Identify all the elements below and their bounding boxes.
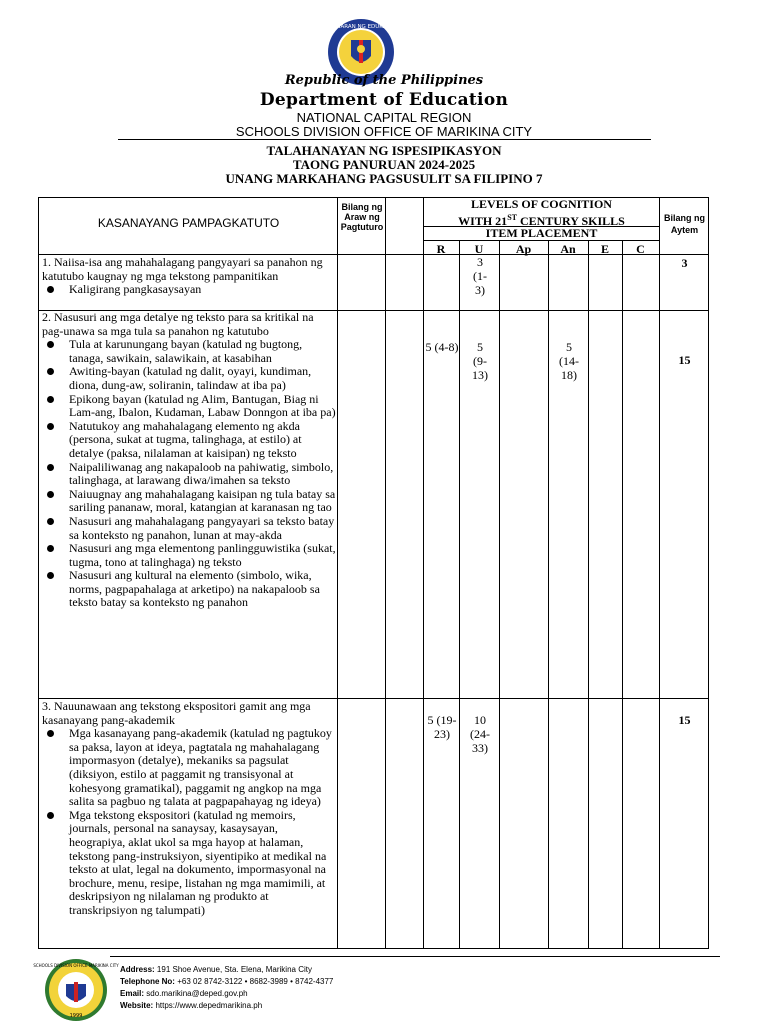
- level-c: C: [636, 242, 645, 256]
- competency-text: 2. Nasusuri ang mga detalye ng teksto para sa kritikal na pag-unawa sa mga tula sa panahon ng katutubo: [42, 310, 314, 338]
- doc-title-2: TAONG PANURUAN 2024-2025: [292, 157, 476, 172]
- col-line: [622, 240, 623, 948]
- website-link[interactable]: https://www.depedmarikina.ph: [155, 1001, 263, 1010]
- bullet-item: Kaligirang pangkasaysayan: [42, 283, 336, 297]
- level-ap: Ap: [515, 242, 532, 256]
- bullet-item: Awiting-bayan (katulad ng dalit, oyayi, kundiman, diona, dung-aw, soliranin, talindaw at iba pa): [42, 365, 336, 392]
- bullet-item: Naipaliliwanag ang nakapaloob na pahiwatig, simbolo, talinghaga, at larawang diwa/imahen sa teksto: [42, 461, 336, 488]
- address-label: Address:: [120, 965, 155, 974]
- email-value[interactable]: sdo.marikina@deped.gov.ph: [146, 989, 248, 998]
- row2-an-cell: 5 (14- 18): [559, 340, 579, 382]
- division-line: SCHOOLS DIVISION OFFICE OF MARIKINA CITY: [235, 124, 533, 139]
- bullet-item: Epikong bayan (katulad ng Alim, Bantugan, Biag ni Lam-ang, Ibalon, Kudaman, Labaw Donngon at iba pa): [42, 393, 336, 420]
- row1-u-cell: 3 (1- 3): [473, 255, 487, 297]
- row3-u-cell: 10 (24- 33): [470, 713, 490, 755]
- item-placement-header: ITEM PLACEMENT: [485, 226, 598, 240]
- row2-items: 15: [678, 353, 691, 367]
- email-label: Email:: [120, 989, 145, 998]
- header-divider: [118, 139, 651, 140]
- footer-email: [120, 988, 248, 999]
- items-header: Bilang ng Aytem: [664, 213, 705, 235]
- competency-text: 3. Nauunawaan ang tekstong ekspositori gamit ang mga kasanayang pang-akademik: [42, 699, 311, 727]
- competency-row-2: [42, 311, 336, 610]
- footer-divider: [110, 956, 720, 957]
- seal-top-text: KAGAWARAN NG EDUKASYON: [320, 24, 402, 30]
- telephone-value: +63 02 8742-3122 • 8682-3989 • 8742-4377: [177, 977, 334, 986]
- republic-line: Republic of the Philippines: [284, 73, 484, 88]
- levels-line1: LEVELS OF COGNITION: [471, 197, 612, 211]
- bullet-item: Mga tekstong ekspositori (katulad ng memoirs, journals, personal na sanaysay, kasaysayan, heograpiya, aklat ukol sa mga hayop at halaman, tekstong pang-instruksiyon, siyentipiko at medikal na teksto at ulat, legal na dokumento, impormasyonal na brochure, menu, resipe, listahan ng mga mamimili, at deskripsiyon ng nilalaman ng produkto at transkripsiyon ng talumpati): [42, 809, 336, 918]
- bullet-item: Naiuugnay ang mahahalagang kaisipan ng tula batay sa sariling pananaw, moral, katangian at karanasan ng tao: [42, 488, 336, 515]
- region-line: NATIONAL CAPITAL REGION: [296, 110, 472, 125]
- levels-line2-sup: ST: [507, 213, 517, 222]
- website-label: Website:: [120, 1001, 154, 1010]
- level-e: E: [600, 242, 609, 256]
- specification-table: [38, 197, 709, 949]
- doc-title-1: TALAHANAYAN NG ISPESIPIKASYON: [266, 143, 502, 158]
- level-an: An: [560, 242, 576, 256]
- bullet-item: Nasusuri ang kultural na elemento (simbolo, wika, norms, pagpapahalaga at arketipo) na nakapaloob sa teksto batay sa konteksto ng panahon: [42, 569, 336, 610]
- sdo-marikina-seal-logo: [33, 958, 119, 1022]
- footer-address: [120, 964, 312, 975]
- bullet-item: Tula at karunungang bayan (katulad ng bugtong, tanaga, sawikain, salawikain, at kasabihan: [42, 338, 336, 365]
- telephone-label: Telephone No:: [120, 977, 175, 986]
- seal-bottom-year: 1999: [69, 1013, 83, 1019]
- competency-text: 1. Naiisa-isa ang mahahalagang pangyayari sa panahon ng katutubo kaugnay ng mga tekstong pampanitikan: [42, 255, 323, 283]
- col-line: [588, 240, 589, 948]
- competency-row-1: [42, 256, 336, 297]
- col-line: [459, 240, 460, 948]
- row1-items: 3: [681, 256, 688, 270]
- footer-telephone: [120, 976, 333, 987]
- row2-r-cell: 5 (4-8): [425, 340, 459, 354]
- bullet-item: Natutukoy ang mahahalagang elemento ng akda (persona, sukat at tugma, talinghaga, at estilo) at detalye (paksa, nilalaman at kaisipan) ng teksto: [42, 420, 336, 461]
- bullet-item: Nasusuri ang mahahalagang pangyayari sa teksto batay sa konteksto ng panahon, lunan at may-akda: [42, 515, 336, 542]
- bullet-item: Nasusuri ang mga elementong panlingguwistika (sukat, tugma, tono at talinghaga) ng teksto: [42, 542, 336, 569]
- bullet-item: Mga kasanayang pang-akademik (katulad ng pagtukoy sa paksa, layon at ideya, pagtatala ng mahahalagang impormasyon (detalye), mekaniks sa pagsulat (diksiyon, estilo at paggamit ng transisyonal at kohesyong gramatikal), paggamit ng angkop na mga salita sa pagbuo ng talata at pagpapahayag ng ideya): [42, 727, 336, 809]
- seal-bottom-text: SCHOOLS DIVISION OFFICE MARIKINA CITY: [33, 963, 119, 968]
- levels-header: [424, 198, 659, 228]
- col-line: [548, 240, 549, 948]
- level-r: R: [436, 242, 446, 256]
- doc-title-3: UNANG MARKAHANG PAGSUSULIT SA FILIPINO 7: [225, 171, 543, 186]
- col-line: [499, 240, 500, 948]
- level-u: U: [474, 242, 484, 256]
- row3-items: 15: [678, 713, 691, 727]
- levels-line2-post: CENTURY SKILLS: [516, 214, 625, 228]
- address-value: 191 Shoe Avenue, Sta. Elena, Marikina City: [156, 965, 312, 974]
- row2-u-cell: 5 (9- 13): [472, 340, 488, 382]
- levels-line2-pre: WITH 21: [458, 214, 508, 228]
- footer-website: [120, 1000, 262, 1011]
- competency-header: KASANAYANG PAMPAGKATUTO: [97, 216, 280, 230]
- competency-row-3: [42, 700, 336, 918]
- row3-r-cell: 5 (19- 23): [427, 713, 457, 741]
- days-header: Bilang ng Araw ng Pagtuturo: [340, 202, 384, 232]
- department-title: Department of Education: [259, 90, 509, 110]
